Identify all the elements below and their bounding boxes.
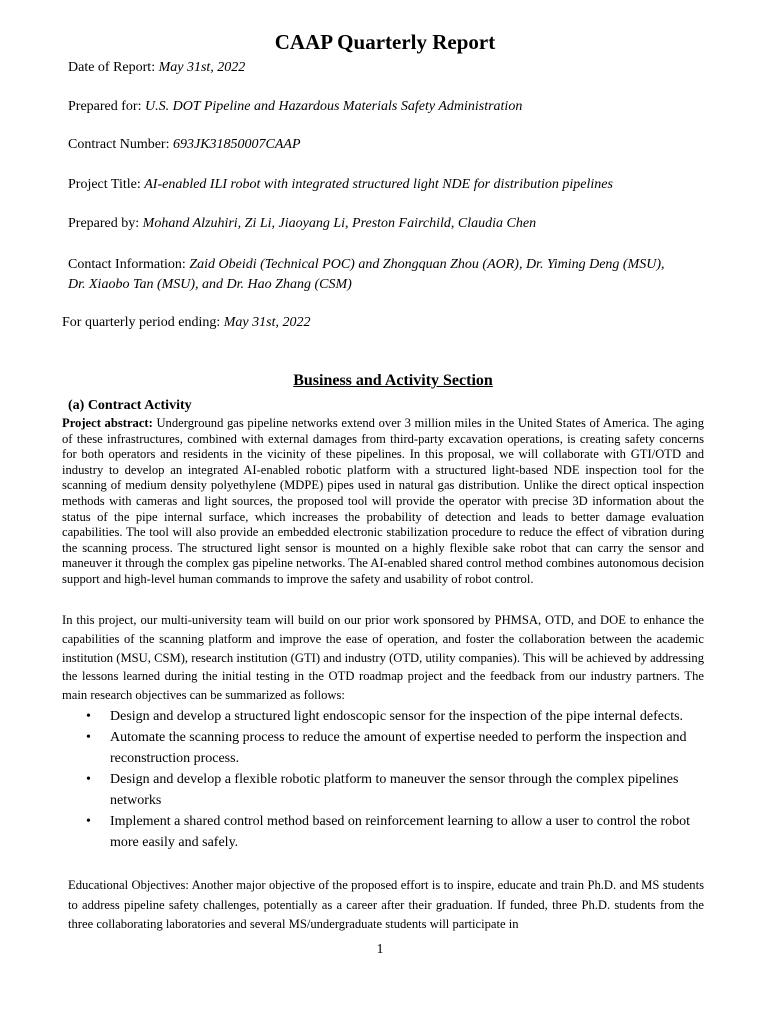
section-heading: Business and Activity Section [293,372,493,389]
page-number: 1 [376,942,384,957]
contact-value-line1: Zaid Obeidi (Technical POC) and Zhongquan Zhou (AOR), Dr. Yiming Deng (MSU), [189,257,665,272]
bullet-icon: • [86,772,91,787]
objective-text: Automate the scanning process to reduce the amount of expertise needed to perform the inspection and reconstruction process. [110,730,687,766]
period-value: May 31st, 2022 [223,315,311,330]
list-item [86,811,706,853]
contract-label: Contract Number: [68,137,170,152]
research-objectives-list [86,706,706,853]
period-label: For quarterly period ending: [62,315,221,330]
contact-value-line2: Dr. Xiaobo Tan (MSU), and Dr. Hao Zhang (CSM) [68,277,352,292]
educational-objectives: Educational Objectives: Another major objective of the proposed effort is to inspire, educate and train Ph.D. and MS students to address pipeline safety challenges, potentially as a career after their graduation. If funded, three Ph.D. students from the three collaborating laboratories and several MS/undergraduate students will participate in [68,878,704,931]
project-title-label: Project Title: [68,177,141,192]
objective-text: Design and develop a structured light endoscopic sensor for the inspection of the pipe internal defects. [110,709,684,724]
abstract-text: Underground gas pipeline networks extend over 3 million miles in the United States of America. The aging of these infrastructures, combined with external damages from third-party excavation operations, is creating safety concerns for both operators and residents in the vicinity of these pipelines. In this proposal, we will collaborate with GTI/OTD and industry to develop an integrated AI-enabled robotic platform with a structured light-based NDE inspection tool for the scanning of medium density polyethylene (MDPE) pipes used in natural gas distribution. Unlike the direct optical inspection methods with cameras and light sources, the proposed tool will provide the operator with precise 3D information about the status of the pipe internal surface, which increases the probability of detection and leads to better damage evaluation capabilities. The tool will also provide an embedded electronic stabilization procedure to reduce the effect of vibration during the scanning process. The structured light sensor is mounted on a highly flexible sake robot that can carry the sensor and maneuver it through the complex gas pipeline networks. The AI-enabled shared control method combines autonomous decision support and high-level human commands to improve the safety and usability of robot control. [62,416,705,586]
project-title [68,175,718,195]
quarterly-period [62,313,712,333]
prepared-by-label: Prepared by: [68,216,140,231]
contract-number [68,135,718,155]
contact-information [68,255,718,295]
bullet-icon: • [86,730,91,745]
bullet-icon: • [86,709,91,724]
date-label: Date of Report: [68,60,156,75]
contract-value: 693JK31850007CAAP [172,137,301,152]
contact-label: Contact Information: [68,257,186,272]
date-of-report [68,58,718,78]
abstract-label: Project abstract: [62,416,153,430]
prepared-by [68,214,718,234]
date-value: May 31st, 2022 [158,60,246,75]
list-item [86,706,706,727]
bullet-icon: • [86,814,91,829]
prepared-for [68,97,718,117]
list-item [86,727,706,769]
objective-text: Design and develop a flexible robotic platform to maneuver the sensor through the complex pipelines networks [110,772,679,808]
prepared-for-value: U.S. DOT Pipeline and Hazardous Materials Safety Administration [144,99,523,114]
report-title: CAAP Quarterly Report [274,30,496,54]
prepared-for-label: Prepared for: [68,99,142,114]
objective-text: Implement a shared control method based on reinforcement learning to allow a user to control the robot more easily and safely. [110,814,691,850]
prepared-by-value: Mohand Alzuhiri, Zi Li, Jiaoyang Li, Preston Fairchild, Claudia Chen [142,216,537,231]
list-item [86,769,706,811]
contract-activity-heading: (a) Contract Activity [68,398,192,413]
project-paragraph: In this project, our multi-university team will build on our prior work sponsored by PHMSA, OTD, and DOE to enhance the capabilities of the scanning platform and improve the ease of operation, and foster the collaboration between the academic institution (MSU, CSM), research institution (GTI) and industry (OTD, utility companies). This will be achieved by addressing the lessons learned during the initial testing in the OTD roadmap project and the feedback from our industry partners. The main research objectives can be summarized as follows: [62,613,704,703]
project-abstract [62,416,704,588]
project-title-value: AI-enabled ILI robot with integrated structured light NDE for distribution pipelines [144,177,613,192]
